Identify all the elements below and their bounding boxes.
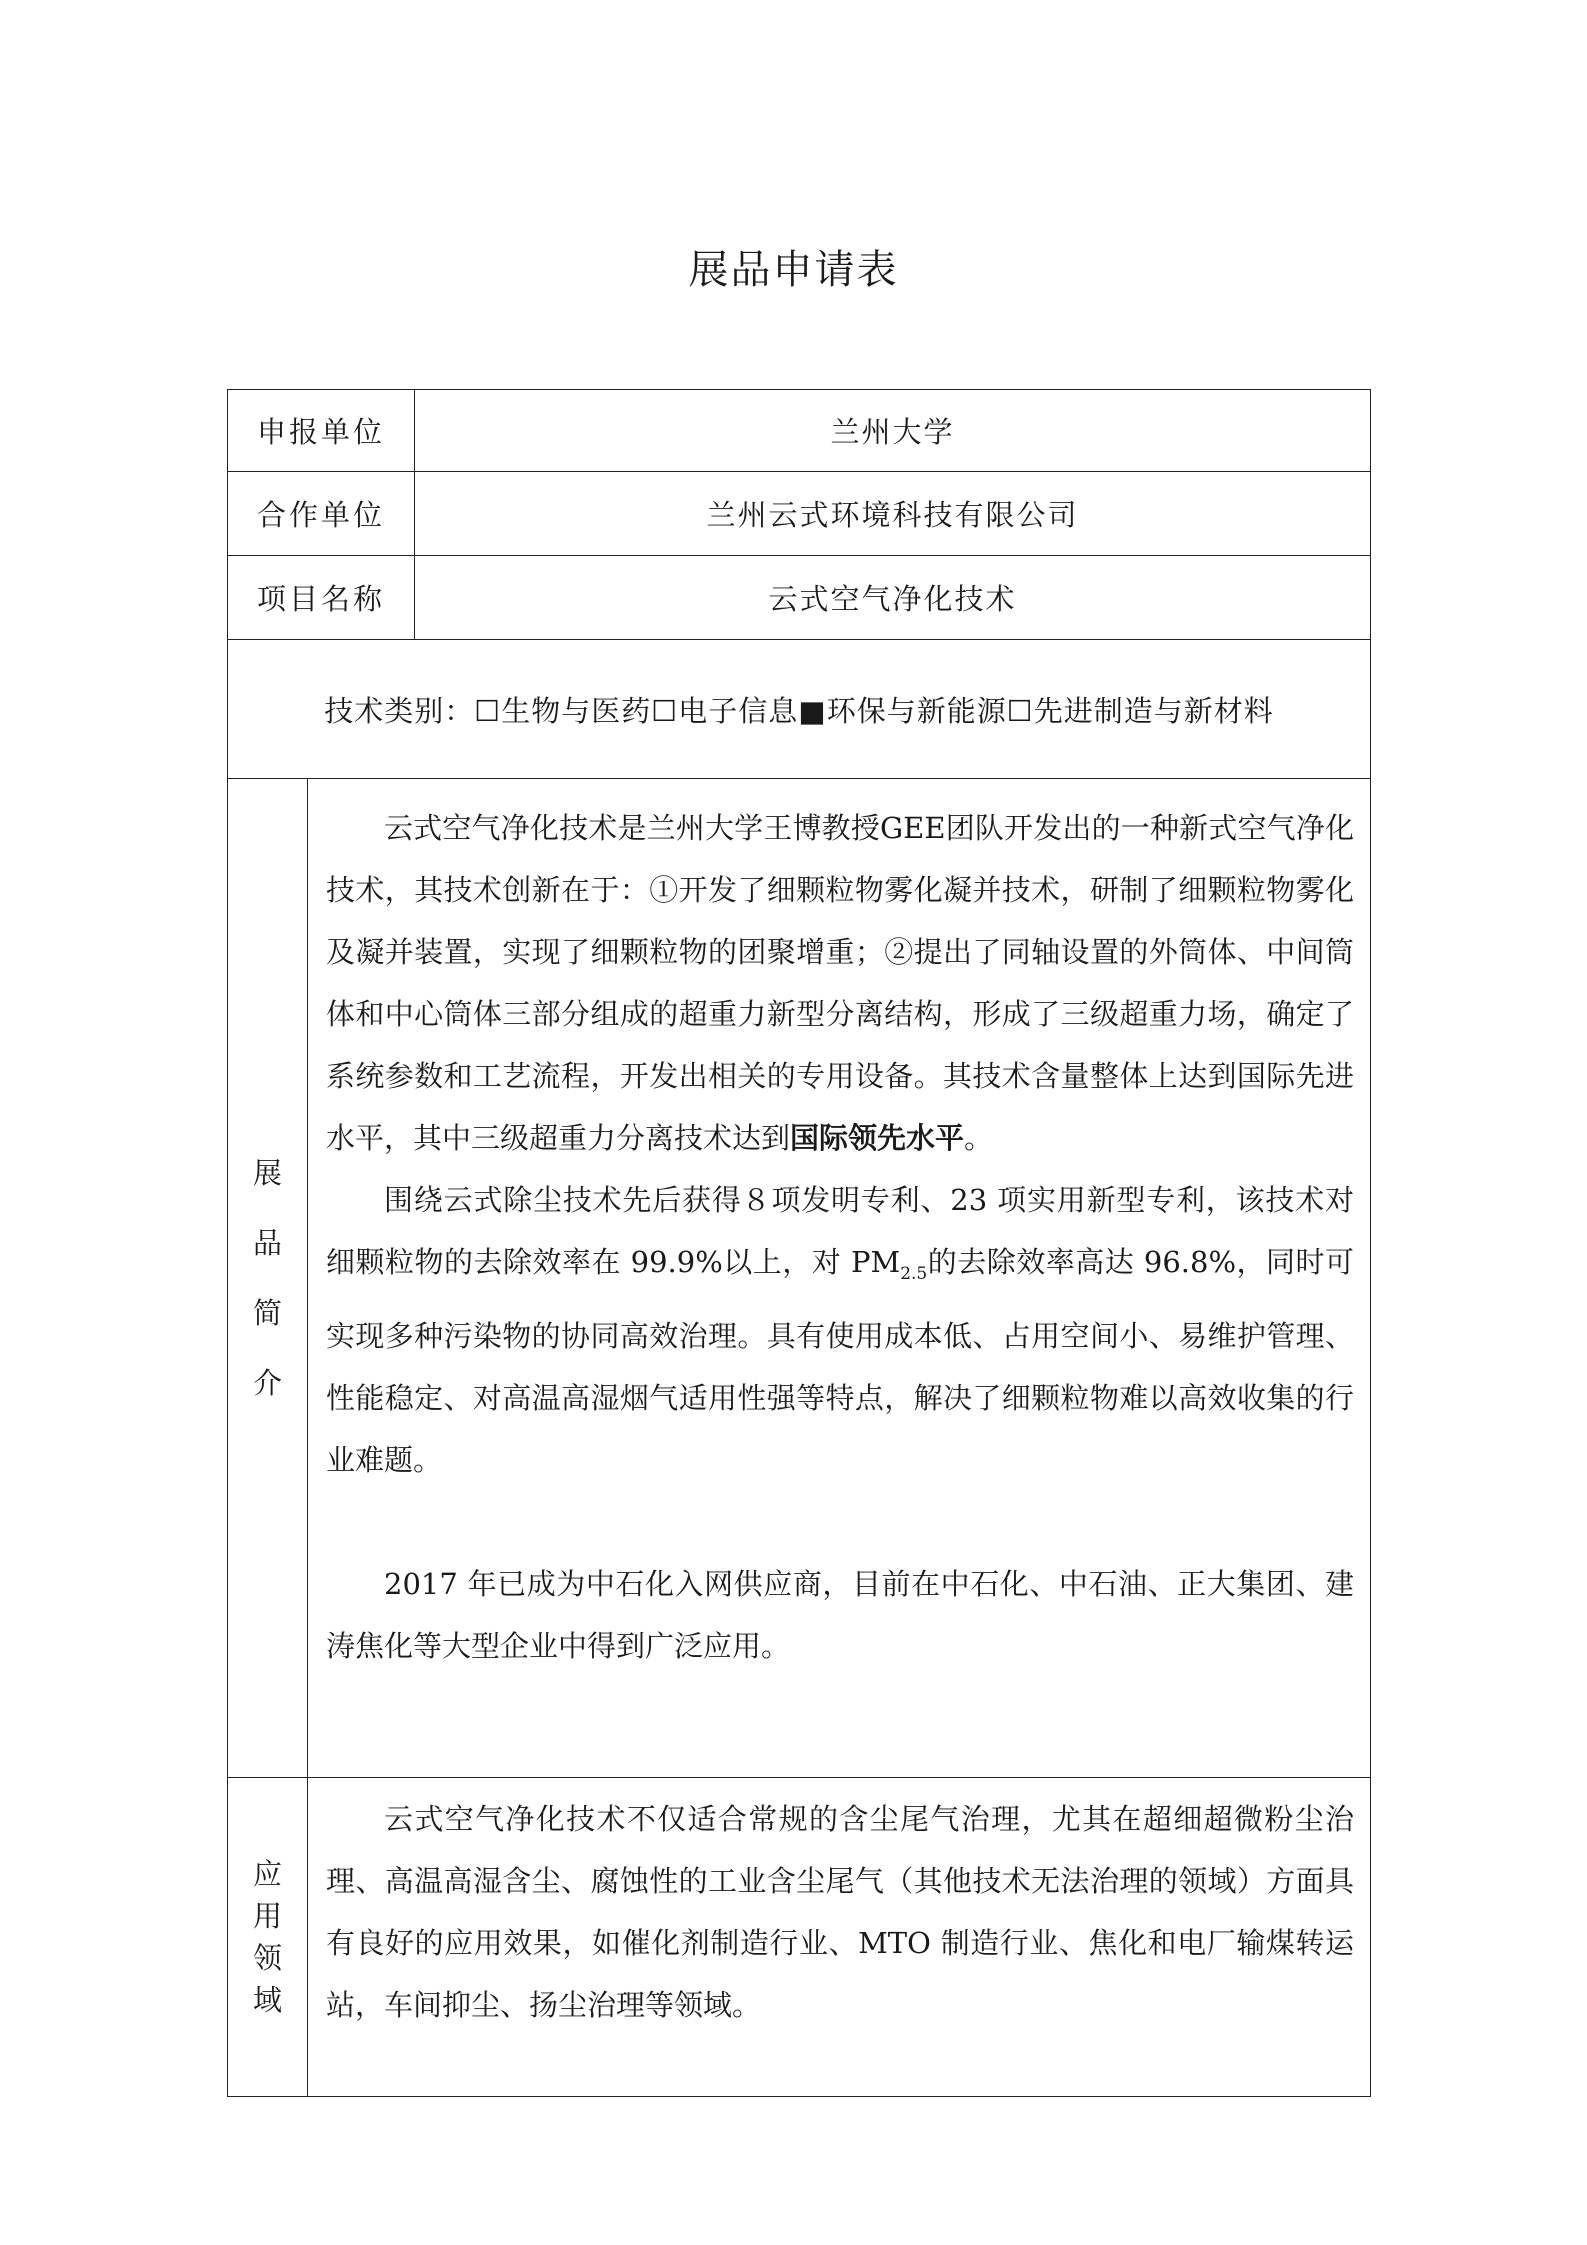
category-cell [228, 640, 1371, 779]
application-content [308, 1778, 1371, 2097]
checkbox-electronics[interactable]: ☐ [651, 693, 679, 728]
intro-paragraph-3: 2017 年已成为中石化入网供应商，目前在中石化、中石油、正大集团、建涛焦化等大型企业中得到广泛应用。 [326, 1566, 1355, 1663]
intro-p1-end: 。 [964, 1121, 994, 1155]
intro-p2-text-a: 围绕云式除尘技术先后获得８项发明专利、23 项实用新型专利，该技术对细颗粒物的去除效率在 99.9%以上，对 PM [326, 1183, 1355, 1279]
applicant-row [228, 390, 1371, 472]
project-label: 项目名称 [228, 556, 415, 640]
application-label [228, 1778, 308, 2097]
checkbox-biomedicine[interactable]: ☐ [474, 693, 502, 728]
category-label: 技术类别： [324, 693, 475, 728]
application-paragraph: 云式空气净化技术不仅适合常规的含尘尾气治理，尤其在超细超微粉尘治理、高温高湿含尘、腐蚀性的工业含尘尾气（其他技术无法治理的领域）方面具有良好的应用效果，如催化剂制造行业、MTO 制造行业、焦化和电厂输煤转运站，车间抑尘、扬尘治理等领域。 [326, 1802, 1355, 2022]
application-label-char: 用 [252, 1899, 282, 1933]
category-option-electronics: 电子信息 [678, 693, 799, 728]
application-row [228, 1778, 1371, 2097]
intro-label-char: 品 [252, 1226, 282, 1260]
checkbox-manufacturing-materials[interactable]: ☐ [1006, 693, 1034, 728]
intro-label-char: 介 [252, 1366, 282, 1400]
application-label-char: 应 [252, 1857, 282, 1891]
applicant-value: 兰州大学 [415, 390, 1371, 472]
pm-subscript: 2.5 [900, 1263, 928, 1284]
intro-content [308, 779, 1371, 1778]
category-row [228, 640, 1371, 779]
partner-label: 合作单位 [228, 472, 415, 556]
intro-paragraph-2 [326, 1169, 1354, 1491]
application-form-table [227, 389, 1371, 2097]
category-option-manufacturing-materials: 先进制造与新材料 [1033, 693, 1274, 728]
page-title: 展品申请表 [688, 247, 899, 293]
partner-value: 兰州云式环境科技有限公司 [415, 472, 1371, 556]
checkbox-environment-energy[interactable]: ■ [798, 693, 827, 728]
category-option-environment-energy: 环保与新能源 [826, 693, 1007, 728]
category-option-biomedicine: 生物与医药 [501, 693, 652, 728]
applicant-label: 申报单位 [228, 390, 415, 472]
intro-paragraph-1 [326, 797, 1354, 1169]
project-row [228, 556, 1371, 640]
intro-p2-text-b: 的去除效率高达 96.8%，同时可实现多种污染物的协同高效治理。具有使用成本低、占用空间小、易维护管理、性能稳定、对高温高湿烟气适用性强等特点，解决了细颗粒物难以高效收集的行业难题。 [326, 1245, 1355, 1477]
application-label-char: 领 [252, 1941, 282, 1975]
intro-label-char: 简 [252, 1296, 282, 1330]
intro-label [228, 779, 308, 1778]
intro-label-char: 展 [252, 1156, 282, 1190]
intro-p1-bold: 国际领先水平 [790, 1121, 965, 1155]
intro-p1-text: 云式空气净化技术是兰州大学王博教授GEE团队开发出的一种新式空气净化技术，其技术创新在于：①开发了细颗粒物雾化凝并技术，研制了细颗粒物雾化及凝并装置，实现了细颗粒物的团聚增重；②提出了同轴设置的外筒体、中间筒体和中心筒体三部分组成的超重力新型分离结构，形成了三级超重力场，确定了系统参数和工艺流程，开发出相关的专用设备。其技术含量整体上达到国际先进水平，其中三级超重力分离技术达到 [326, 811, 1355, 1155]
intro-row [228, 779, 1371, 1778]
project-value: 云式空气净化技术 [415, 556, 1371, 640]
application-label-char: 域 [252, 1983, 282, 2017]
partner-row [228, 472, 1371, 556]
